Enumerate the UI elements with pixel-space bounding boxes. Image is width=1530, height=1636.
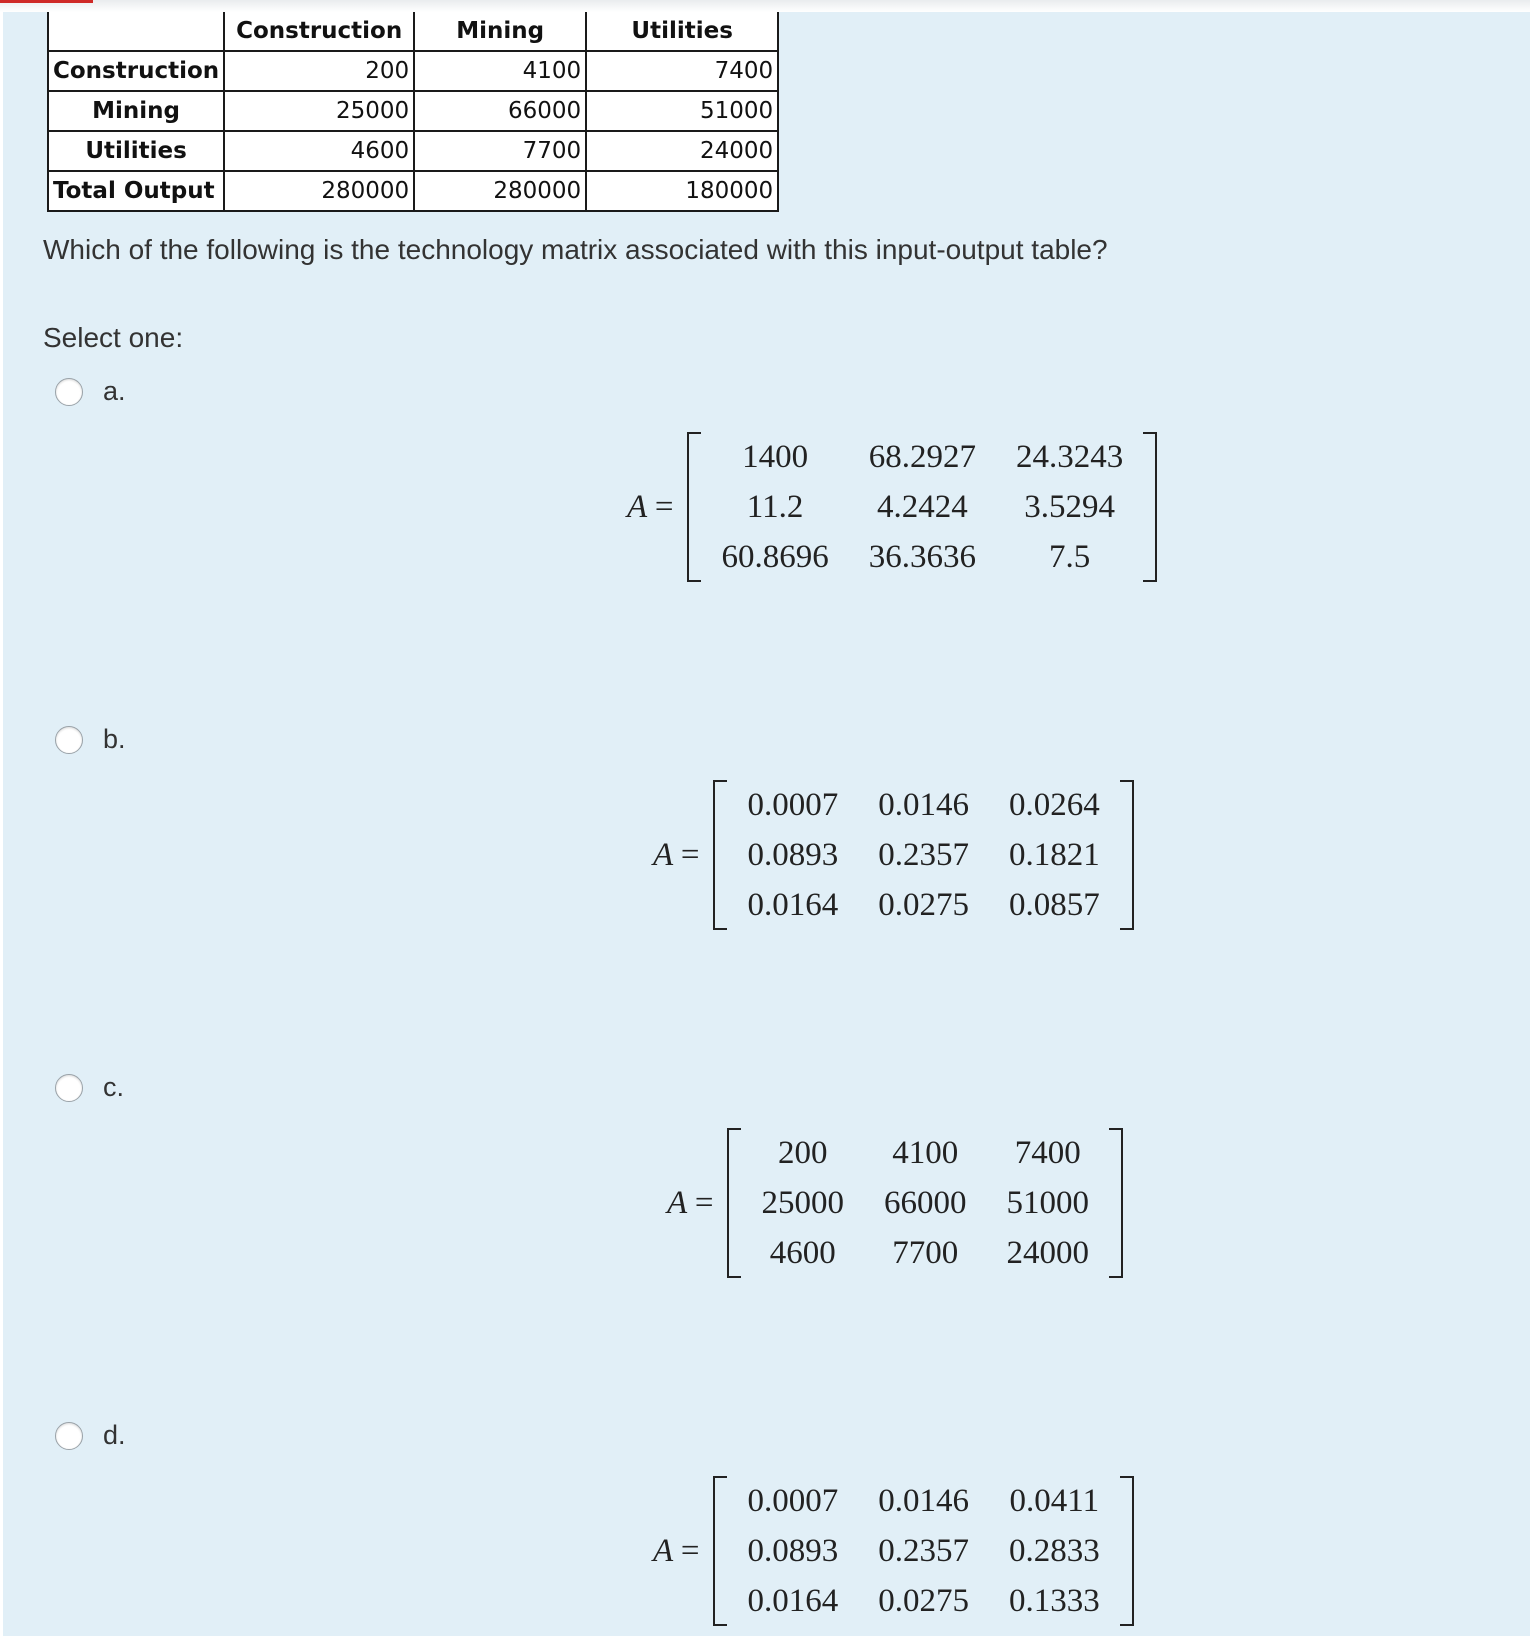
matrix-cell: 60.8696 (721, 539, 829, 575)
top-shadow (0, 0, 1530, 12)
accent-bar (0, 0, 93, 3)
column-header: Construction (224, 12, 414, 51)
matrix-lhs (667, 1185, 713, 1222)
table-cell: 4100 (414, 51, 586, 91)
table-cell: 51000 (586, 91, 778, 131)
row-label: Total Output (48, 171, 224, 211)
matrix-cell: 7400 (1014, 1135, 1081, 1171)
matrix-cell: 51000 (1006, 1185, 1089, 1221)
matrix-cell: 0.2833 (1008, 1533, 1100, 1569)
matrix-variable: A (653, 836, 673, 873)
matrix-cell: 11.2 (746, 489, 804, 525)
question-panel (3, 12, 1530, 1636)
matrix-cell: 0.0146 (878, 787, 969, 823)
left-bracket (727, 1128, 741, 1278)
matrix-cell: 66000 (883, 1185, 967, 1221)
matrix-variable: A (667, 1184, 687, 1221)
matrix-cell: 0.0164 (747, 1583, 839, 1619)
option-c-matrix (667, 1128, 1123, 1278)
matrix-cell: 68.2927 (868, 439, 976, 475)
matrix-values (727, 780, 1119, 930)
column-header: Mining (414, 12, 586, 51)
table-row (48, 91, 778, 131)
table-cell: 7700 (414, 131, 586, 171)
matrix-cell: 4600 (769, 1235, 836, 1271)
matrix-cell: 0.2357 (878, 1533, 969, 1569)
matrix-cell: 24000 (1006, 1235, 1089, 1271)
matrix-cell: 25000 (761, 1185, 844, 1221)
matrix-cell: 0.2357 (878, 837, 969, 873)
table-cell: 200 (224, 51, 414, 91)
option-d-radio[interactable] (55, 1422, 83, 1450)
matrix-cell: 1400 (742, 439, 809, 475)
table-row (48, 131, 778, 171)
row-label: Mining (48, 91, 224, 131)
matrix-cell: 0.1821 (1008, 837, 1100, 873)
matrix-cell: 4100 (892, 1135, 959, 1171)
matrix-variable: A (627, 488, 647, 525)
table-row (48, 51, 778, 91)
option-b-radio[interactable] (55, 726, 83, 754)
input-output-table (47, 12, 779, 212)
question-text: Which of the following is the technology matrix associated with this input-output table? (43, 234, 1108, 265)
matrix-variable: A (653, 1532, 673, 1569)
select-one-label: Select one: (43, 322, 184, 353)
table-cell: 24000 (586, 131, 778, 171)
option-a-matrix (627, 432, 1157, 582)
table-row (48, 171, 778, 211)
matrix-values (701, 432, 1143, 582)
table-cell: 280000 (224, 171, 414, 211)
option-b-label[interactable]: b. (103, 724, 126, 754)
matrix-cell: 3.5294 (1024, 489, 1115, 525)
table-cell: 280000 (414, 171, 586, 211)
matrix-cell: 4.2424 (876, 489, 968, 525)
column-header: Utilities (586, 12, 778, 51)
matrix-cell: 36.3636 (868, 539, 976, 575)
table-cell: 25000 (224, 91, 414, 131)
matrix-values (727, 1476, 1119, 1626)
matrix-cell: 0.0893 (747, 837, 839, 873)
matrix-cell: 0.0264 (1008, 787, 1100, 823)
matrix-lhs (653, 1533, 699, 1570)
equals-sign: = (654, 488, 674, 525)
row-label: Utilities (48, 131, 224, 171)
matrix-lhs (627, 489, 673, 526)
matrix-lhs (653, 837, 699, 874)
matrix-cell: 7700 (892, 1235, 959, 1271)
matrix-cell: 0.0164 (747, 887, 839, 923)
option-d-label[interactable]: d. (103, 1420, 126, 1450)
left-bracket (713, 780, 727, 930)
matrix-values (741, 1128, 1109, 1278)
table-header-row (48, 12, 778, 51)
option-a-label[interactable]: a. (103, 376, 126, 406)
option-a-radio[interactable] (55, 378, 83, 406)
row-label: Construction (48, 51, 224, 91)
matrix-cell: 7.5 (1048, 539, 1091, 575)
equals-sign: = (680, 836, 700, 873)
matrix-cell: 0.0007 (747, 787, 839, 823)
matrix-cell: 0.0007 (747, 1483, 839, 1519)
table-cell: 7400 (586, 51, 778, 91)
matrix-cell: 200 (777, 1135, 828, 1171)
equals-sign: = (680, 1532, 700, 1569)
table-cell: 66000 (414, 91, 586, 131)
table-corner-cell (48, 12, 224, 51)
left-bracket (687, 432, 701, 582)
matrix-cell: 0.1333 (1008, 1583, 1100, 1619)
matrix-cell: 0.0275 (878, 1583, 969, 1619)
equals-sign: = (694, 1184, 714, 1221)
left-bracket (713, 1476, 727, 1626)
option-c-radio[interactable] (55, 1074, 83, 1102)
right-bracket (1120, 1476, 1134, 1626)
option-b-matrix (653, 780, 1134, 930)
option-d-matrix (653, 1476, 1134, 1626)
option-c-label[interactable]: c. (103, 1072, 125, 1102)
matrix-cell: 24.3243 (1015, 439, 1124, 475)
table-cell: 180000 (586, 171, 778, 211)
right-bracket (1143, 432, 1157, 582)
right-bracket (1109, 1128, 1123, 1278)
matrix-cell: 0.0857 (1008, 887, 1100, 923)
matrix-cell: 0.0275 (878, 887, 969, 923)
matrix-cell: 0.0411 (1009, 1483, 1100, 1519)
matrix-cell: 0.0146 (878, 1483, 969, 1519)
table-cell: 4600 (224, 131, 414, 171)
right-bracket (1120, 780, 1134, 930)
matrix-cell: 0.0893 (747, 1533, 839, 1569)
